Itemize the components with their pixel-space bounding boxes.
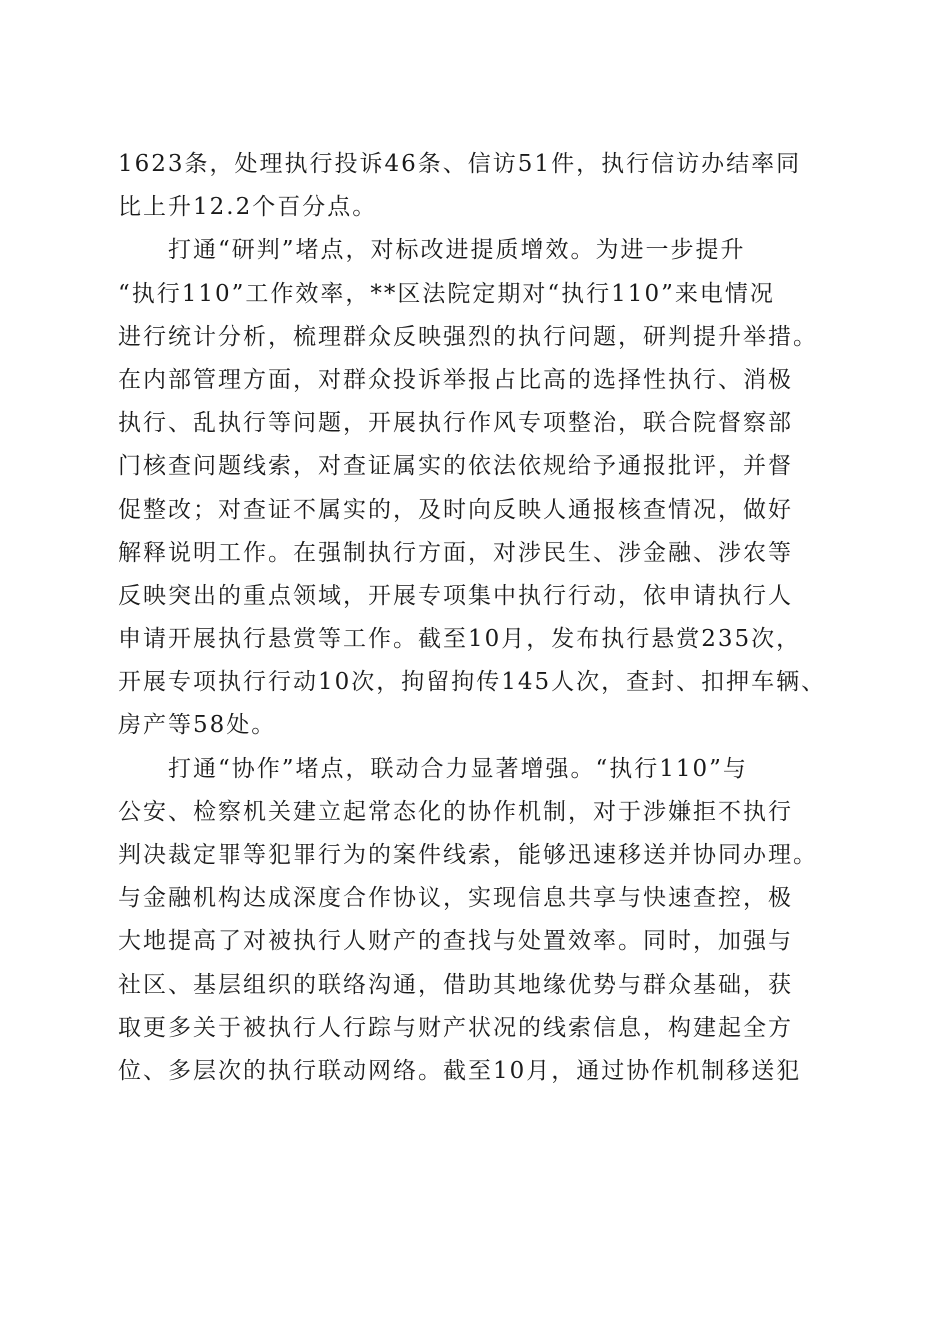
text-line: 位、多层次的执行联动网络。截至10月，通过协作机制移送犯	[118, 1057, 802, 1084]
text-line: 社区、基层组织的联络沟通，借助其地缘优势与群众基础，获	[118, 971, 793, 998]
text-line: 判决裁定罪等犯罪行为的案件线索，能够迅速移送并协同办理。	[118, 842, 818, 868]
body-text	[118, 143, 838, 1093]
text-line: 公安、检察机关建立起常态化的协作机制，对于涉嫌拒不执行	[118, 798, 793, 825]
text-line: 开展专项执行行动10次，拘留拘传145人次，查封、扣押车辆、	[118, 669, 827, 696]
paragraph-first-line: 打通“研判”堵点，对标改进提质增效。为进一步提升	[168, 237, 746, 264]
paragraph-first-line: 打通“协作”堵点，联动合力显著增强。“执行110”与	[168, 755, 748, 782]
text-line: 在内部管理方面，对群众投诉举报占比高的选择性执行、消极	[118, 366, 793, 393]
text-line: 解释说明工作。在强制执行方面，对涉民生、涉金融、涉农等	[118, 539, 793, 566]
text-line: 促整改；对查证不属实的，及时向反映人通报核查情况，做好	[118, 496, 793, 523]
text-line: 大地提高了对被执行人财产的查找与处置效率。同时，加强与	[118, 928, 793, 955]
text-line: 反映突出的重点领域，开展专项集中执行行动，依申请执行人	[118, 582, 793, 609]
text-line: 申请开展执行悬赏等工作。截至10月，发布执行悬赏235次，	[118, 626, 802, 653]
text-line: 与金融机构达成深度合作协议，实现信息共享与快速查控，极	[118, 885, 793, 912]
text-line: 门核查问题线索，对查证属实的依法依规给予通报批评，并督	[118, 453, 793, 480]
text-line: 执行、乱执行等问题，开展执行作风专项整治，联合院督察部	[118, 410, 793, 437]
text-line: 比上升12.2个百分点。	[118, 194, 378, 221]
text-line: 房产等58处。	[118, 712, 277, 739]
text-line: 1623条，处理执行投诉46条、信访51件，执行信访办结率同	[118, 151, 802, 177]
text-line: 取更多关于被执行人行踪与财产状况的线索信息，构建起全方	[118, 1014, 793, 1041]
text-line: 进行统计分析，梳理群众反映强烈的执行问题，研判提升举措。	[118, 323, 818, 350]
text-line: “执行110”工作效率，**区法院定期对“执行110”来电情况	[118, 280, 775, 307]
